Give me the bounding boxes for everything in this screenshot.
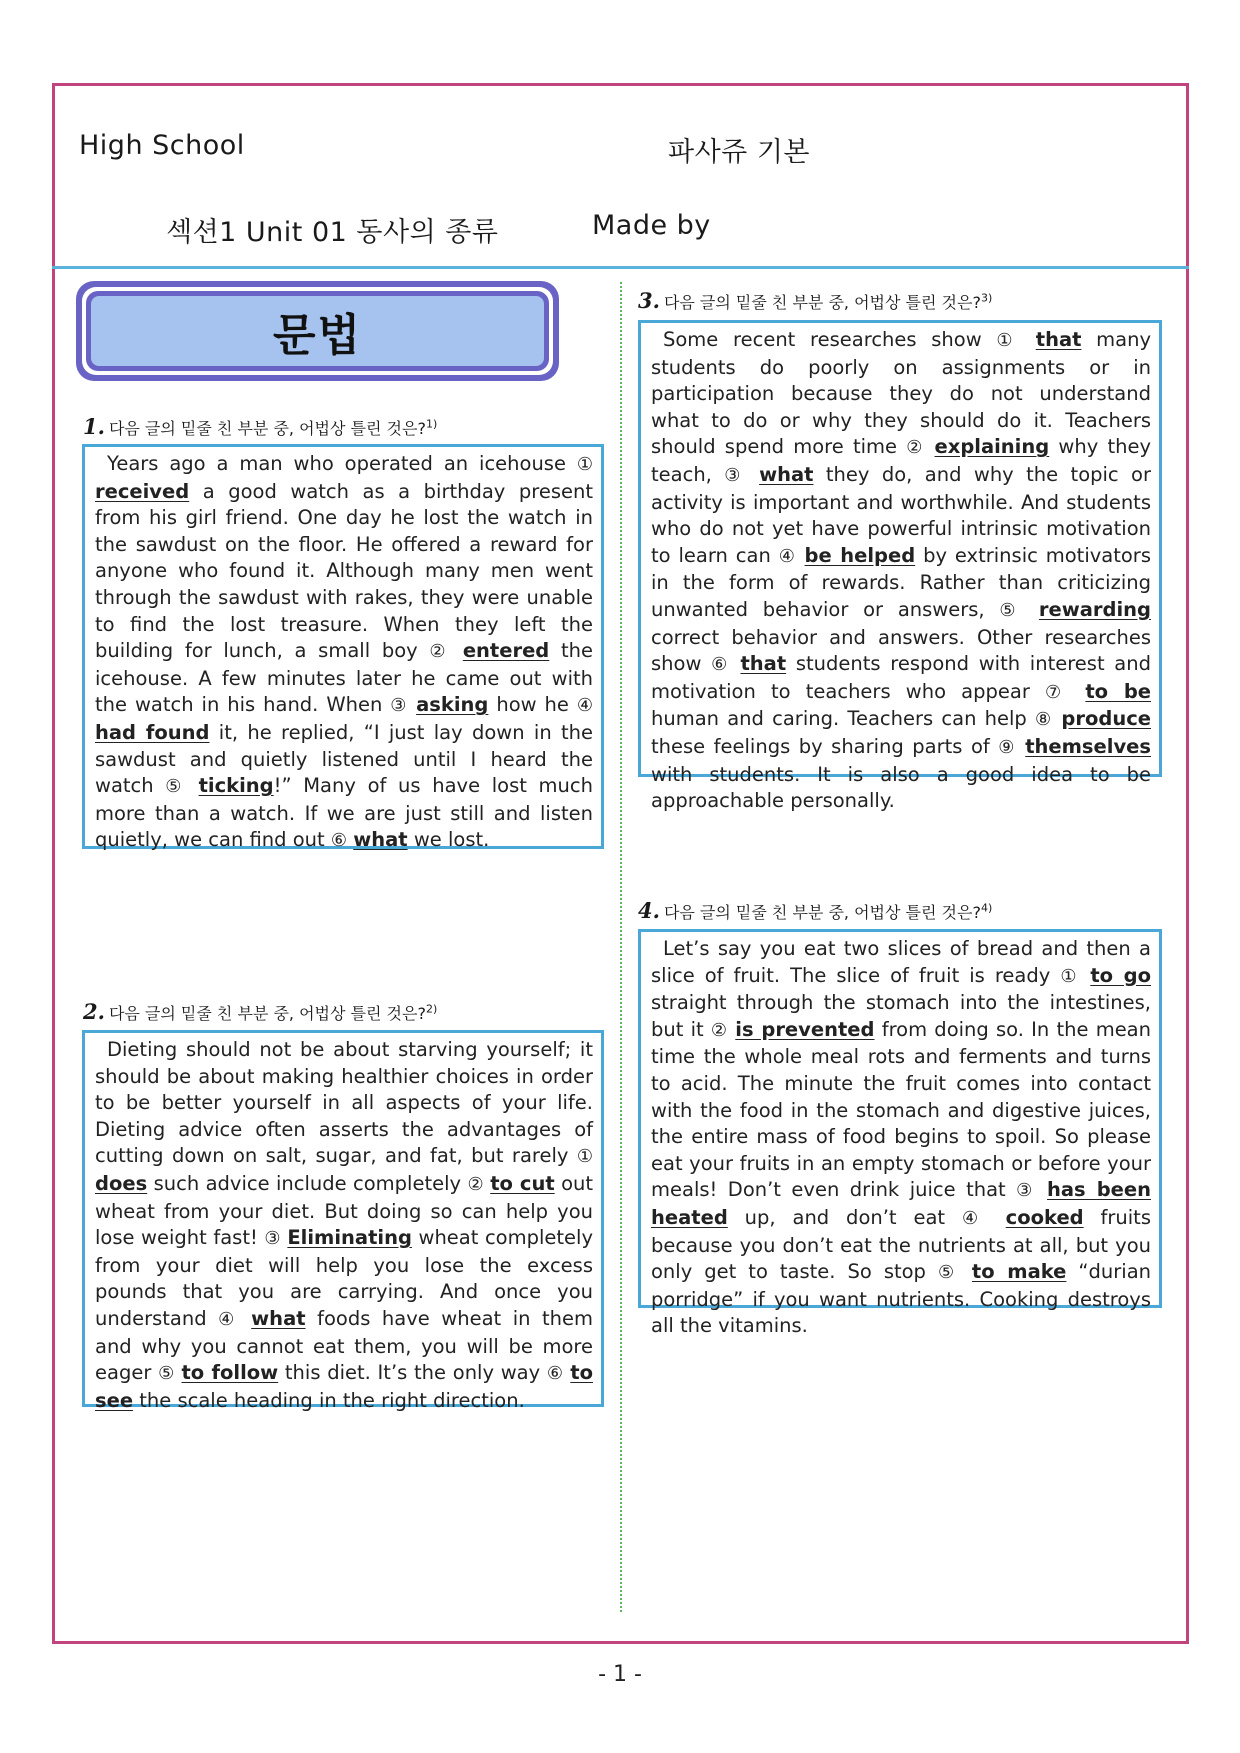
question-1-passage (82, 444, 604, 852)
passage-text: out wheat from your diet. But doing so can help you lose weight fast! (95, 1171, 593, 1250)
passage-text: wheat completely from your diet will help you lose the excess pounds that you are carrying. And once you understand (95, 1226, 593, 1330)
passage-text (187, 774, 199, 797)
underlined-choice: what (251, 1306, 306, 1330)
underlined-choice: themselves (1025, 734, 1151, 758)
question-4-passage (638, 929, 1162, 1338)
choice-marker: ① (996, 330, 1022, 351)
choice-marker: ③ (390, 695, 409, 717)
choice-marker: ② (467, 1173, 484, 1195)
underlined-choice: received (95, 479, 190, 503)
choice-marker: ① (1060, 965, 1081, 987)
underlined-choice: what (759, 462, 814, 486)
underlined-choice: produce (1061, 707, 1151, 731)
footnote-mark: 1) (425, 417, 438, 431)
question-number: 1. (83, 414, 105, 439)
underlined-choice: entered (462, 639, 550, 663)
footnote-mark: 2) (425, 1002, 438, 1016)
choice-marker: ⑤ (937, 1262, 960, 1284)
passage-text: !” Many of us have lost much more than a watch. If we are just still and listen quietly, we can find out (95, 774, 593, 852)
underlined-choice: does (95, 1171, 148, 1195)
underlined-choice: is prevented (735, 1017, 875, 1041)
header-divider (52, 266, 1189, 269)
choice-marker: ⑦ (1045, 681, 1071, 703)
header-school: High School (79, 130, 245, 161)
passage-text: these feelings by sharing parts of (651, 734, 999, 758)
passage-text: the icehouse. A few minutes later he came out with the watch in his hand. When (95, 639, 594, 717)
underlined-choice: rewarding (1038, 597, 1152, 621)
passage-text (240, 1307, 252, 1330)
choice-marker: ④ (778, 545, 797, 567)
passage-text (960, 1260, 972, 1283)
passage-text: the scale heading in the right direction. (133, 1388, 525, 1412)
grammar-banner-label: 문법 (91, 296, 544, 366)
choice-marker: ⑨ (998, 736, 1017, 758)
passage-text: from doing so. In the mean time the whole meal rots and ferments and turns to acid. The minute the fruit comes into contact with the food in the stomach and digestive juices, the entire mass of food begins to spoil. So please eat your fruits in an empty stomach or before your meals! Don’t even drink juice that (651, 1017, 1151, 1202)
passage-text: foods have wheat in them and why you cannot eat them, you will be more eager (95, 1306, 594, 1385)
passage-text: Years ago a man who operated an icehouse (107, 452, 577, 475)
underlined-choice: to be (1085, 679, 1152, 703)
underlined-choice: to go (1090, 963, 1151, 987)
passage-text: Dieting should not be about starving yourself; it should be about making healthier choices in order to be better yourself in all aspects of your life. Dieting advice often asserts the advantages of cutting down on salt, sugar, and fat, but rarely (95, 1038, 593, 1168)
choice-marker: ④ (576, 695, 593, 717)
passage-text: this diet. It’s the only way (278, 1361, 547, 1385)
passage-text: they do, and why the topic or activity is important and worthwhile. And students who do not yet have powerful intrinsic motivation to learn can (651, 462, 1152, 567)
choice-marker: ⑥ (711, 654, 731, 676)
header-section: 섹션1 Unit 01 동사의 종류 (166, 217, 499, 248)
choice-marker: ④ (218, 1308, 240, 1330)
choice-marker: ⑥ (546, 1363, 564, 1385)
choice-marker: ⑤ (165, 776, 187, 798)
passage-text: Some recent researches show (663, 328, 997, 351)
passage-text (1037, 1178, 1047, 1201)
question-prompt: 다음 글의 밑줄 친 부분 중, 어법상 틀린 것은? (108, 1004, 426, 1023)
passage-text (451, 639, 463, 662)
column-divider (620, 282, 622, 1612)
passage-text: up, and don’t eat (727, 1205, 962, 1229)
question-3-title (638, 288, 992, 313)
question-4-title (638, 898, 992, 923)
choice-marker: ⑤ (158, 1363, 175, 1385)
passage-text: such advice include completely (147, 1171, 468, 1195)
question-3-passage (638, 320, 1162, 813)
passage-text (408, 693, 416, 716)
question-2-passage (82, 1030, 604, 1412)
passage-text (925, 435, 934, 458)
passage-text: students respond with interest and motivation to teachers who appear (651, 652, 1151, 703)
passage-text (1024, 598, 1039, 621)
choice-marker: ① (576, 1146, 593, 1168)
choice-marker: ⑥ (330, 830, 348, 852)
question-prompt: 다음 글의 밑줄 친 부분 중, 어법상 틀린 것은? (108, 419, 426, 438)
passage-text: by extrinsic motivators in the form of rewards. Rather than criticizing unwanted behavior or answers, (651, 543, 1151, 621)
underlined-choice: asking (416, 693, 489, 717)
grammar-banner (76, 281, 559, 381)
choice-marker: ⑧ (1035, 709, 1054, 731)
underlined-choice: had found (95, 720, 210, 744)
choice-marker: ⑤ (999, 599, 1025, 621)
choice-marker: ③ (264, 1228, 281, 1250)
page-number: - 1 - (598, 1662, 642, 1687)
passage-text (747, 463, 759, 486)
question-prompt: 다음 글의 밑줄 친 부분 중, 어법상 틀린 것은? (663, 293, 981, 312)
passage-text: Let’s say you eat two slices of bread and then a slice of fruit. The slice of fruit is ready (651, 937, 1151, 987)
question-1-title (83, 414, 437, 439)
passage-text (797, 544, 805, 567)
choice-marker: ② (906, 437, 926, 459)
passage-text: “durian porridge” if you want nutrients. Cooking destroys all the vitamins. (651, 1260, 1152, 1338)
footnote-mark: 3) (980, 291, 993, 305)
footnote-mark: 4) (980, 901, 993, 915)
header-made-by: Made by (592, 210, 711, 241)
choice-marker: ③ (724, 464, 747, 486)
choice-marker: ② (710, 1019, 729, 1041)
passage-text (1021, 328, 1036, 351)
underlined-choice: to see (95, 1361, 594, 1412)
passage-text: straight through the stomach into the intestines, but it (651, 991, 1151, 1041)
choice-marker: ② (429, 641, 452, 663)
question-prompt: 다음 글의 밑줄 친 부분 중, 어법상 틀린 것은? (663, 903, 981, 922)
passage-text (989, 1206, 1006, 1229)
choice-marker: ④ (961, 1207, 989, 1229)
question-number: 4. (638, 898, 660, 923)
underlined-choice: to cut (490, 1171, 555, 1195)
underlined-choice: cooked (1005, 1205, 1084, 1229)
underlined-choice: Eliminating (287, 1226, 412, 1250)
passage-text (1070, 680, 1085, 703)
passage-text: how he (488, 693, 577, 717)
underlined-choice: that (1035, 328, 1082, 351)
underlined-choice: explaining (934, 435, 1050, 459)
underlined-choice: that (740, 652, 787, 676)
underlined-choice: to make (971, 1260, 1067, 1284)
passage-text (731, 652, 741, 675)
passage-text: it, he replied, “I just lay down in the sawdust and quietly listened until I heard the watch (95, 720, 593, 798)
underlined-choice: has been heated (651, 1178, 1152, 1229)
passage-text: many students do poorly on assignments or in participation because they do not understand what to do or why they should do it. Teachers should spend more time (651, 328, 1151, 459)
choice-marker: ① (576, 454, 593, 475)
passage-text: correct behavior and answers. Other researches show (651, 625, 1151, 676)
passage-text: we lost. (407, 828, 490, 852)
passage-text: fruits because you don’t eat the nutrients at all, but you only get to taste. So stop (651, 1205, 1151, 1284)
passage-text (1017, 735, 1026, 758)
passage-text: human and caring. Teachers can help (651, 707, 1036, 731)
underlined-choice: be helped (804, 543, 916, 567)
underlined-choice: to follow (181, 1361, 279, 1385)
passage-text: why they teach, (651, 435, 1151, 486)
header-course: 파사쥬 기본 (668, 137, 810, 168)
question-2-title (83, 999, 437, 1024)
question-number: 2. (83, 999, 105, 1024)
passage-text (1080, 964, 1090, 987)
underlined-choice: ticking (198, 774, 274, 798)
passage-text: a good watch as a birthday present from his girl friend. One day he lost the watch in the sawdust on the floor. He offered a reward for anyone who found it. Although many men went through the sawdust with rakes, they were unable to find the lost treasure. When they left the building for lunch, a small boy (95, 479, 593, 663)
question-number: 3. (638, 288, 660, 313)
underlined-choice: what (353, 828, 408, 852)
choice-marker: ③ (1016, 1180, 1037, 1202)
passage-text: with students. It is also a good idea to be approachable personally. (651, 762, 1151, 813)
